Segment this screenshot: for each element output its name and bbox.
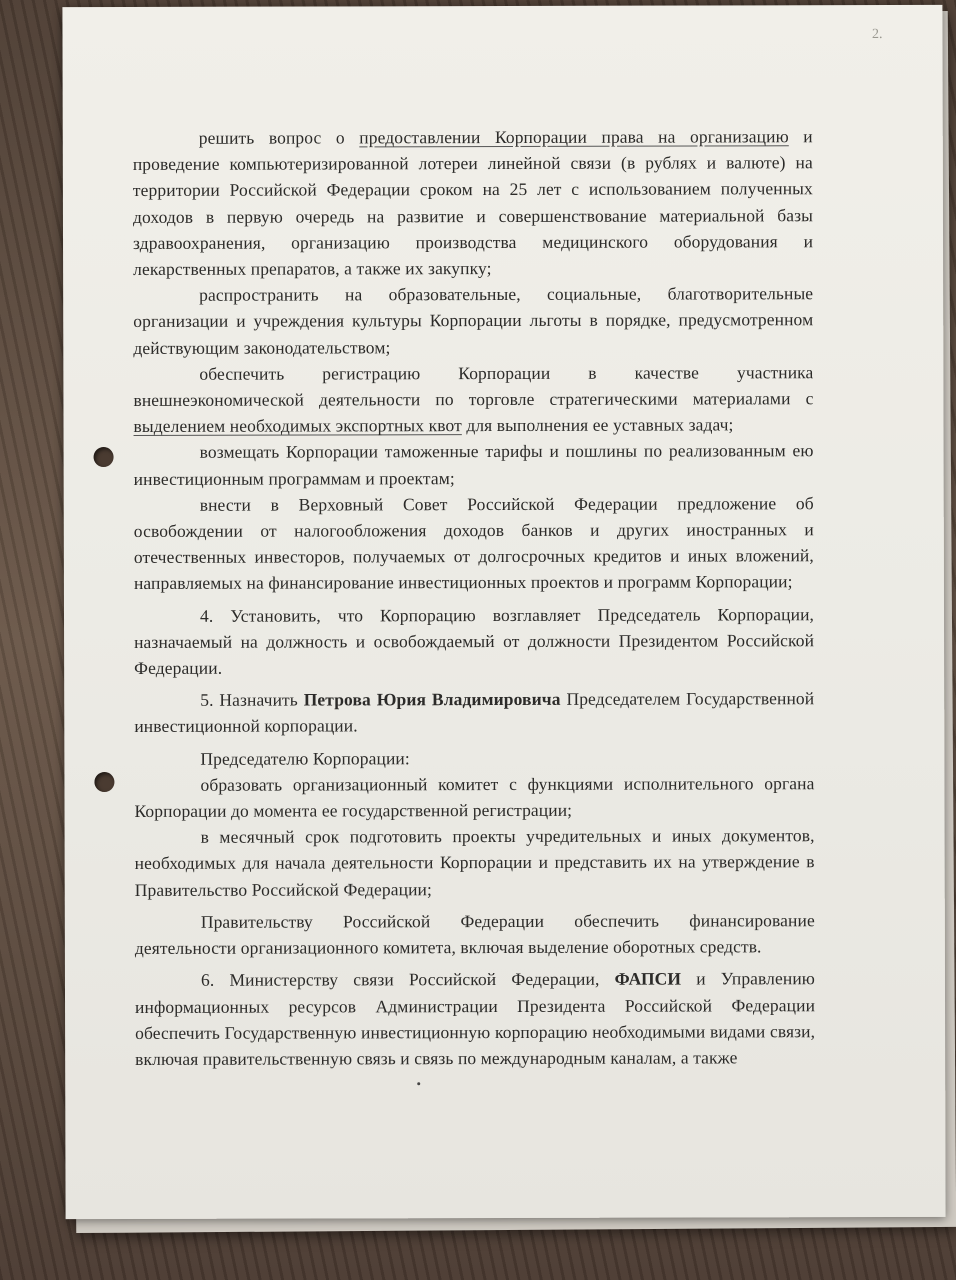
- emphasized-name: Петрова Юрия Владимировича: [303, 689, 561, 710]
- document-body: [133, 123, 815, 1072]
- paragraph: Правительству Российской Федерации обеспечить финансирование деятельности организационного комитета, включая выделение оборотных средств.: [134, 910, 815, 959]
- paragraph: в месячный срок подготовить проекты учредительных и иных документов, необходимых для начала деятельности Корпорации и представить их на утверждение в Правительство Российской Федерации;: [134, 825, 815, 900]
- paragraph: 6. Министерству связи Российской Федерации, ФАПСИ и Управлению информационных ресурсов Администрации Президента Российской Федерации обеспечить Государственную инвестиционную корпорацию необходимыми видами связи, включая правительственную связь и связь по международным каналам, а также: [135, 968, 816, 1069]
- paragraph: распространить на образовательные, социальные, благотворительные организации и учреждения культуры Корпорации льготы в порядке, предусмотренном действующим законодательством;: [133, 283, 814, 358]
- paragraph: решить вопрос о предоставлении Корпорации права на организацию и проведение компьютеризированной лотереи линейной связи (в рублях и валюте) на территории Российской Федерации сроком на 25 лет с использованием полученных доходов в первую очередь на развитие и совершенствование материальной базы здравоохранения, организацию производства медицинского оборудования и лекарственных препаратов, а также их закупку;: [132, 126, 814, 279]
- paragraph: возмещать Корпорации таможенные тарифы и пошлины по реализованным ею инвестиционным программам и проектам;: [133, 440, 814, 489]
- paragraph: образовать организационный комитет с функциями исполнительного органа Корпорации до момента ее государственной регистрации;: [134, 773, 815, 822]
- ink-dot: [417, 1082, 420, 1085]
- underlined-phrase: предоставлении Корпорации права на организацию: [359, 126, 789, 148]
- emphasized-name: ФАПСИ: [614, 968, 682, 990]
- page-number: 2.: [871, 27, 883, 43]
- document-page: [62, 5, 945, 1219]
- paragraph: Председателю Корпорации:: [200, 747, 410, 769]
- punch-hole-top: [94, 447, 114, 467]
- paragraph: 5. Назначить Петрова Юрия Владимировича Председателем Государственной инвестиционной корпорации.: [134, 688, 815, 737]
- paragraph: 4. Установить, что Корпорацию возглавляет Председатель Корпорации, назначаемый на должность и освобождаемый от должности Президентом Российской Федерации.: [134, 603, 815, 679]
- paragraph: внести в Верховный Совет Российской Федерации предложение об освобождении от налогообложения доходов банков и других иностранных и отечественных инвесторов, получаемых от долгосрочных кредитов и иных вложений, направляемых на финансирование инвестиционных проектов и программ Корпорации;: [133, 493, 814, 594]
- paragraph: обеспечить регистрацию Корпорации в качестве участника внешнеэкономической деятельности по торговле стратегическими материалами с выделением необходимых экспортных квот для выполнения ее уставных задач;: [133, 362, 814, 437]
- punch-hole-bottom: [94, 772, 114, 792]
- underlined-phrase: выделением необходимых экспортных квот: [133, 415, 462, 437]
